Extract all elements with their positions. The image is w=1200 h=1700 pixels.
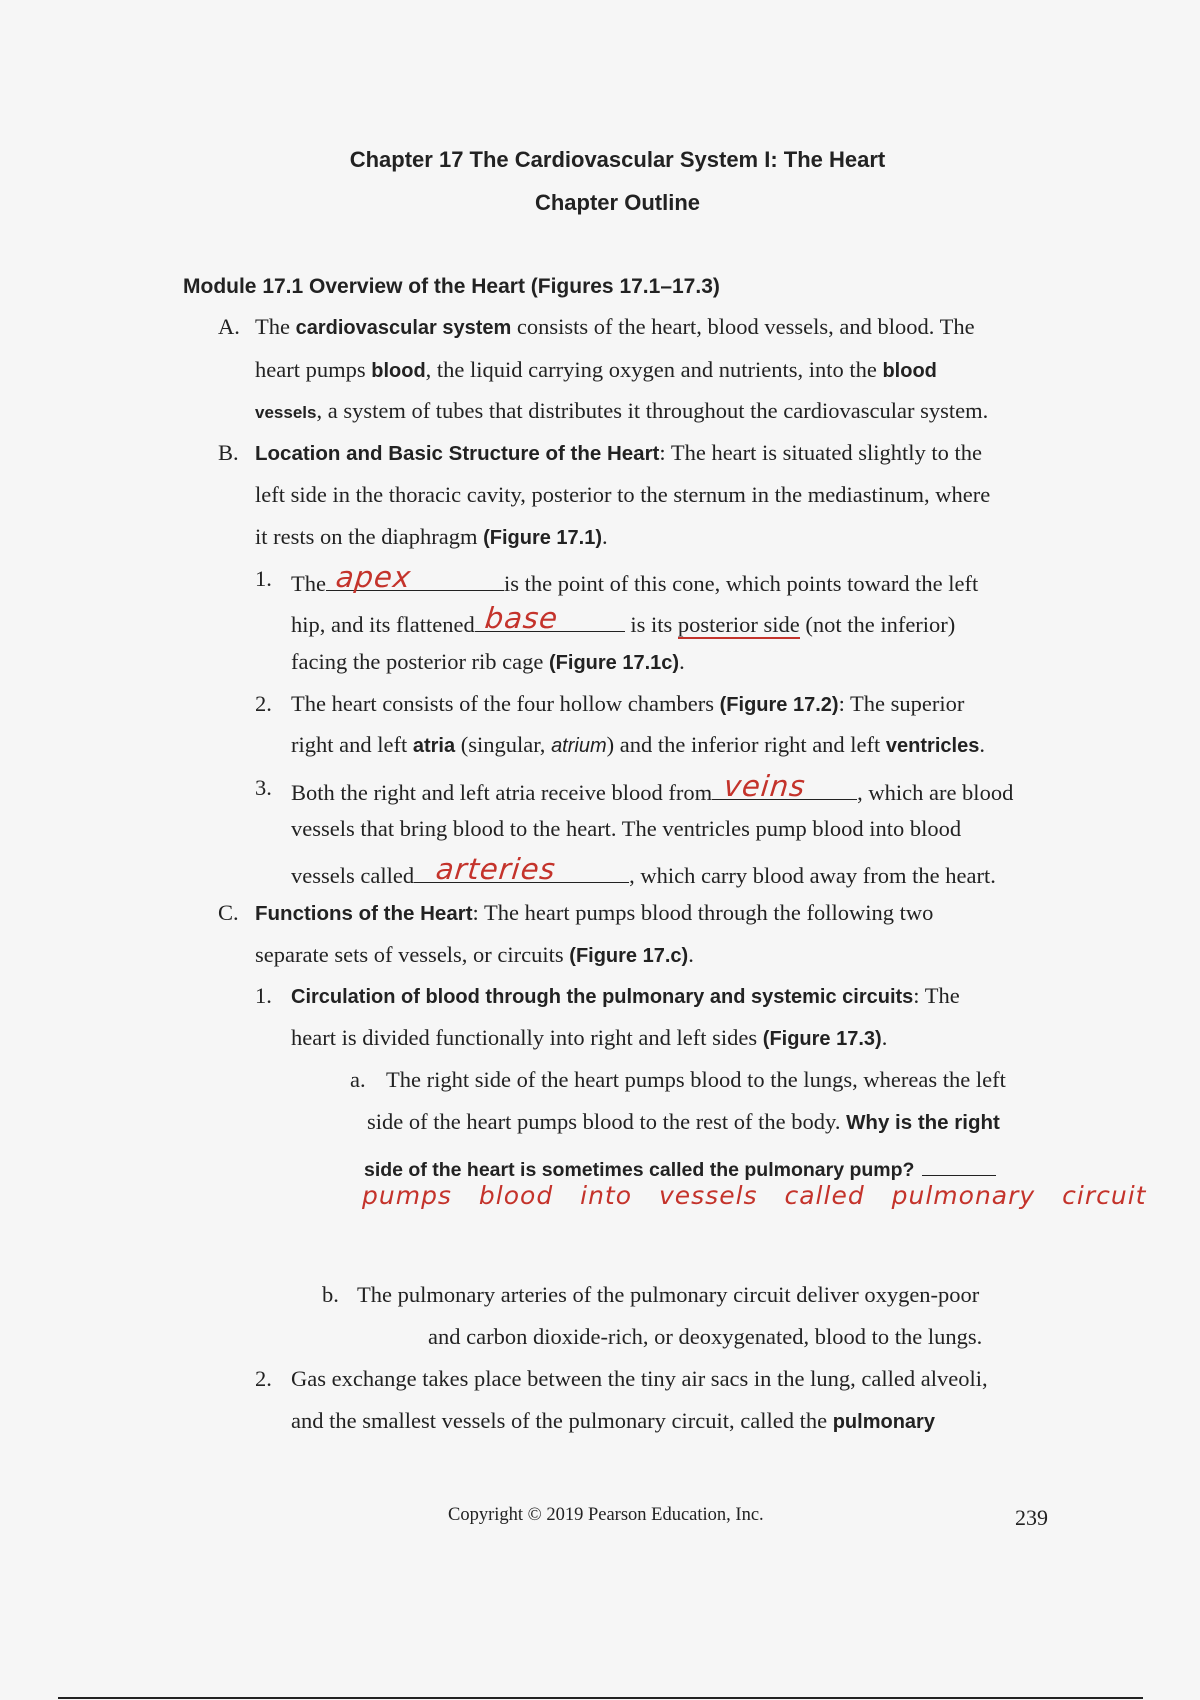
- section-c-line-2: [255, 940, 694, 971]
- figure-ref: (Figure 17.1c): [549, 652, 680, 674]
- item-b1-line-2: [291, 601, 956, 640]
- text: : The: [913, 983, 960, 1008]
- text: vessels called: [291, 863, 415, 888]
- section-a-line-1: [255, 312, 975, 343]
- item-b1-line-1: [291, 560, 979, 599]
- text: ) and the inferior right and left: [606, 732, 886, 757]
- item-c2-line-1: Gas exchange takes place between the tiny air sacs in the lung, called alveoli,: [291, 1366, 988, 1391]
- text: The: [291, 571, 326, 596]
- section-b-line-2: left side in the thoracic cavity, posterior to the sternum in the mediastinum, where: [255, 482, 991, 507]
- copyright-notice: Copyright © 2019 Pearson Education, Inc.: [448, 1505, 764, 1525]
- text: Both the right and left atria receive blood from: [291, 780, 713, 805]
- term-vessels: vessels: [255, 403, 317, 422]
- item-c1b-line-1: The pulmonary arteries of the pulmonary circuit deliver oxygen-poor: [357, 1282, 980, 1307]
- text: : The heart pumps blood through the following two: [472, 900, 934, 925]
- section-c-line-1: [255, 898, 933, 929]
- text: : The heart is situated slightly to the: [659, 440, 983, 465]
- item-b3-marker: 3.: [255, 775, 272, 800]
- question-text: Why is the right: [846, 1111, 1000, 1134]
- text: (not the inferior): [799, 612, 956, 637]
- item-b1-line-3: [291, 647, 685, 678]
- item-b2-line-2: [291, 730, 985, 761]
- term-ventricles: ventricles: [885, 735, 980, 757]
- chapter-title: Chapter 17 The Cardiovascular System I: The Heart: [349, 147, 886, 172]
- item-b3-line-1: [291, 769, 1014, 808]
- item-b3-line-3: [291, 852, 996, 891]
- text: .: [602, 524, 608, 549]
- blank-base[interactable]: [475, 601, 625, 635]
- text: and the smallest vessels of the pulmonary circuit, called the: [291, 1408, 833, 1433]
- text: facing the posterior rib cage: [291, 649, 550, 674]
- bottom-rule: [58, 1697, 1143, 1699]
- item-c1a-line-1: The right side of the heart pumps blood to the lungs, whereas the left: [386, 1067, 1006, 1092]
- text: hip, and its flattened: [291, 612, 475, 637]
- section-a-line-2: [255, 355, 937, 386]
- chapter-subtitle: Chapter Outline: [534, 190, 700, 215]
- term-blood-vessels: blood: [882, 360, 937, 382]
- text: heart is divided functionally into right and left sides: [291, 1025, 763, 1050]
- handwritten-answer-pulmonary-pump: pumps blood into vessels called pulmonary circuit: [362, 1181, 1147, 1210]
- section-a-line-3: [255, 396, 988, 428]
- heading-functions: Functions of the Heart: [255, 902, 473, 925]
- handwritten-answer-veins: veins: [722, 769, 808, 803]
- item-b1-marker: 1.: [255, 566, 272, 591]
- section-b-line-1: [255, 438, 982, 469]
- heading-circulation: Circulation of blood through the pulmonary and systemic circuits: [291, 986, 914, 1008]
- blank-apex[interactable]: [326, 560, 504, 594]
- item-c1b-marker: b.: [322, 1282, 339, 1307]
- item-c1-line-1: [291, 981, 960, 1012]
- text: side of the heart pumps blood to the rest of the body.: [367, 1109, 847, 1134]
- figure-ref: (Figure 17.3): [762, 1028, 882, 1050]
- underlined-posterior-side: posterior side: [677, 612, 800, 637]
- term-pulmonary: pulmonary: [832, 1411, 935, 1433]
- item-c2-marker: 2.: [255, 1366, 272, 1391]
- handwritten-answer-base: base: [482, 601, 560, 635]
- blank-pulmonary-pump-answer[interactable]: [922, 1149, 996, 1176]
- text: The: [255, 314, 296, 339]
- text: separate sets of vessels, or circuits: [255, 942, 570, 967]
- text: (singular,: [455, 732, 552, 757]
- section-b-marker: B.: [218, 440, 239, 465]
- text: : The superior: [838, 691, 965, 716]
- text: is the point of this cone, which points toward the left: [503, 571, 979, 596]
- blank-veins[interactable]: [712, 769, 857, 803]
- text: , the liquid carrying oxygen and nutrients, into the: [425, 357, 883, 382]
- question-text: side of the heart is sometimes called the pulmonary pump?: [364, 1159, 915, 1181]
- text: , which are blood: [857, 780, 1014, 805]
- text: , a system of tubes that distributes it throughout the cardiovascular system.: [316, 398, 989, 423]
- handwritten-answer-arteries: arteries: [434, 852, 558, 886]
- text: .: [979, 732, 985, 757]
- section-c-marker: C.: [218, 900, 239, 925]
- text: it rests on the diaphragm: [255, 524, 484, 549]
- text: right and left: [291, 732, 413, 757]
- item-b2-line-1: [291, 689, 964, 720]
- text: .: [679, 649, 685, 674]
- section-b-line-3: [255, 522, 608, 553]
- page-number: 239: [1015, 1505, 1048, 1530]
- item-b3-line-2: vessels that bring blood to the heart. The ventricles pump blood into blood: [291, 816, 962, 841]
- term-blood: blood: [371, 360, 426, 382]
- figure-ref: (Figure 17.c): [569, 945, 689, 967]
- blank-arteries[interactable]: [414, 852, 629, 886]
- handwritten-answer-apex: apex: [334, 560, 413, 594]
- module-heading: Module 17.1 Overview of the Heart (Figures 17.1–17.3): [183, 275, 720, 298]
- item-c1-line-2: [291, 1023, 887, 1054]
- text: consists of the heart, blood vessels, and blood. The: [511, 314, 975, 339]
- term-atrium: atrium: [551, 735, 607, 757]
- item-c1-marker: 1.: [255, 983, 272, 1008]
- term-cardiovascular-system: cardiovascular system: [295, 317, 512, 339]
- item-b2-marker: 2.: [255, 691, 272, 716]
- item-c1a-marker: a.: [350, 1067, 366, 1092]
- item-c1b-line-2: and carbon dioxide-rich, or deoxygenated, blood to the lungs.: [428, 1324, 983, 1349]
- text: , which carry blood away from the heart.: [629, 863, 996, 888]
- item-c1a-line-2: [367, 1107, 1000, 1138]
- text: is its: [624, 612, 678, 637]
- heading-location-structure: Location and Basic Structure of the Heart: [255, 442, 660, 465]
- figure-ref: (Figure 17.2): [719, 694, 839, 716]
- term-atria: atria: [412, 735, 456, 757]
- item-c2-line-2: [291, 1406, 935, 1437]
- text: .: [688, 942, 694, 967]
- section-a-marker: A.: [218, 314, 240, 339]
- text: The heart consists of the four hollow chambers: [291, 691, 720, 716]
- item-c1a-line-3: [364, 1149, 996, 1185]
- text: .: [881, 1025, 888, 1050]
- text: heart pumps: [255, 357, 372, 382]
- figure-ref: (Figure 17.1): [483, 527, 602, 549]
